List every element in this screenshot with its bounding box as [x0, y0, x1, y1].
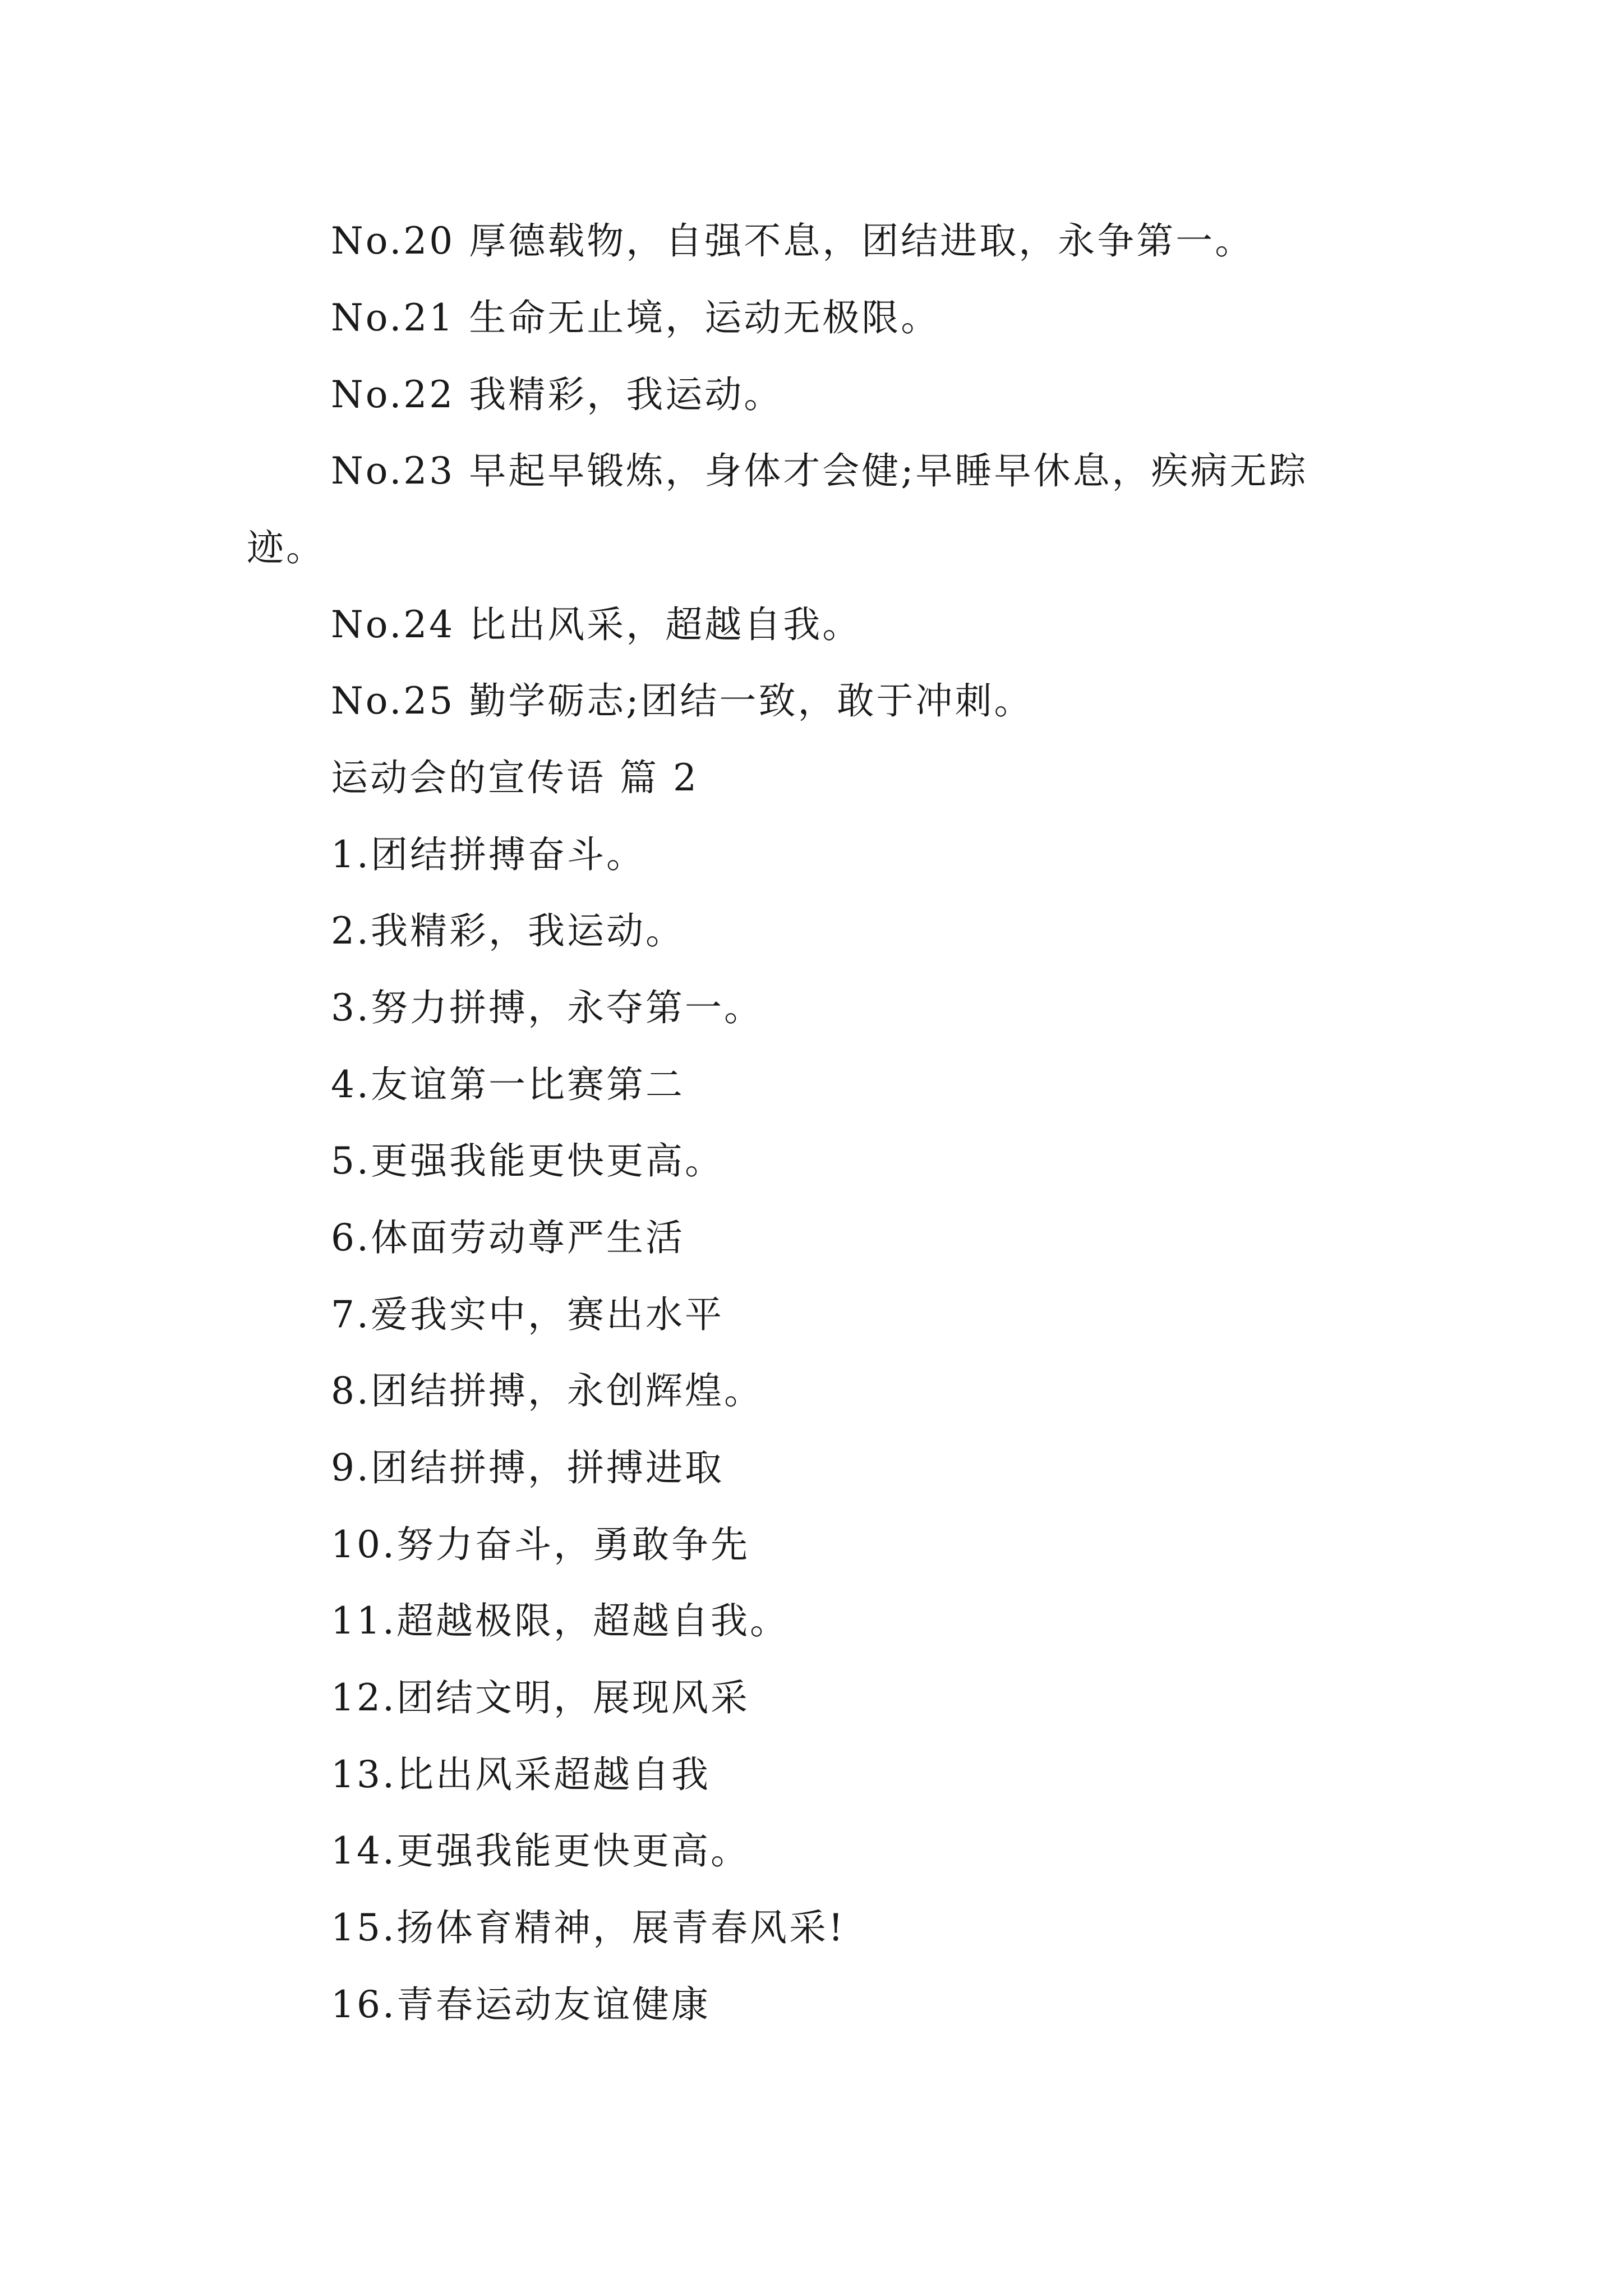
slogan-line-no23-continued: 迹。	[247, 526, 325, 569]
list-item-13: 13.比出风采超越自我	[331, 1753, 711, 1796]
list-item-16: 16.青春运动友谊健康	[331, 1983, 711, 2026]
list-item-2: 2.我精彩，我运动。	[331, 909, 685, 953]
slogan-line-no21: No.21 生命无止境，运动无极限。	[331, 296, 940, 339]
list-item-1: 1.团结拼搏奋斗。	[331, 833, 645, 876]
list-item-5: 5.更强我能更快更高。	[331, 1139, 724, 1182]
list-item-11: 11.超越极限，超越自我。	[331, 1599, 789, 1642]
slogan-line-no20: No.20 厚德载物，自强不息，团结进取，永争第一。	[331, 219, 1255, 263]
slogan-line-no23: No.23 早起早锻炼，身体才会健;早睡早休息，疾病无踪	[331, 449, 1308, 493]
list-item-6: 6.体面劳动尊严生活	[331, 1216, 685, 1259]
slogan-line-no22: No.22 我精彩，我运动。	[331, 373, 783, 416]
list-item-10: 10.努力奋斗，勇敢争先	[331, 1523, 750, 1566]
slogan-line-no24: No.24 比出风采，超越自我。	[331, 603, 862, 646]
list-item-7: 7.爱我实中，赛出水平	[331, 1293, 724, 1336]
list-item-3: 3.努力拼搏，永夺第一。	[331, 986, 763, 1029]
list-item-12: 12.团结文明，展现风采	[331, 1676, 750, 1719]
list-item-15: 15.扬体育精神，展青春风采!	[331, 1906, 846, 1949]
list-item-4: 4.友谊第一比赛第二	[331, 1063, 685, 1106]
list-item-9: 9.团结拼搏，拼搏进取	[331, 1446, 724, 1489]
list-item-14: 14.更强我能更快更高。	[331, 1829, 750, 1872]
section-heading: 运动会的宣传语 篇 2	[331, 756, 699, 799]
list-item-8: 8.团结拼搏，永创辉煌。	[331, 1369, 763, 1412]
slogan-line-no25: No.25 勤学砺志;团结一致，敢于冲刺。	[331, 679, 1034, 723]
